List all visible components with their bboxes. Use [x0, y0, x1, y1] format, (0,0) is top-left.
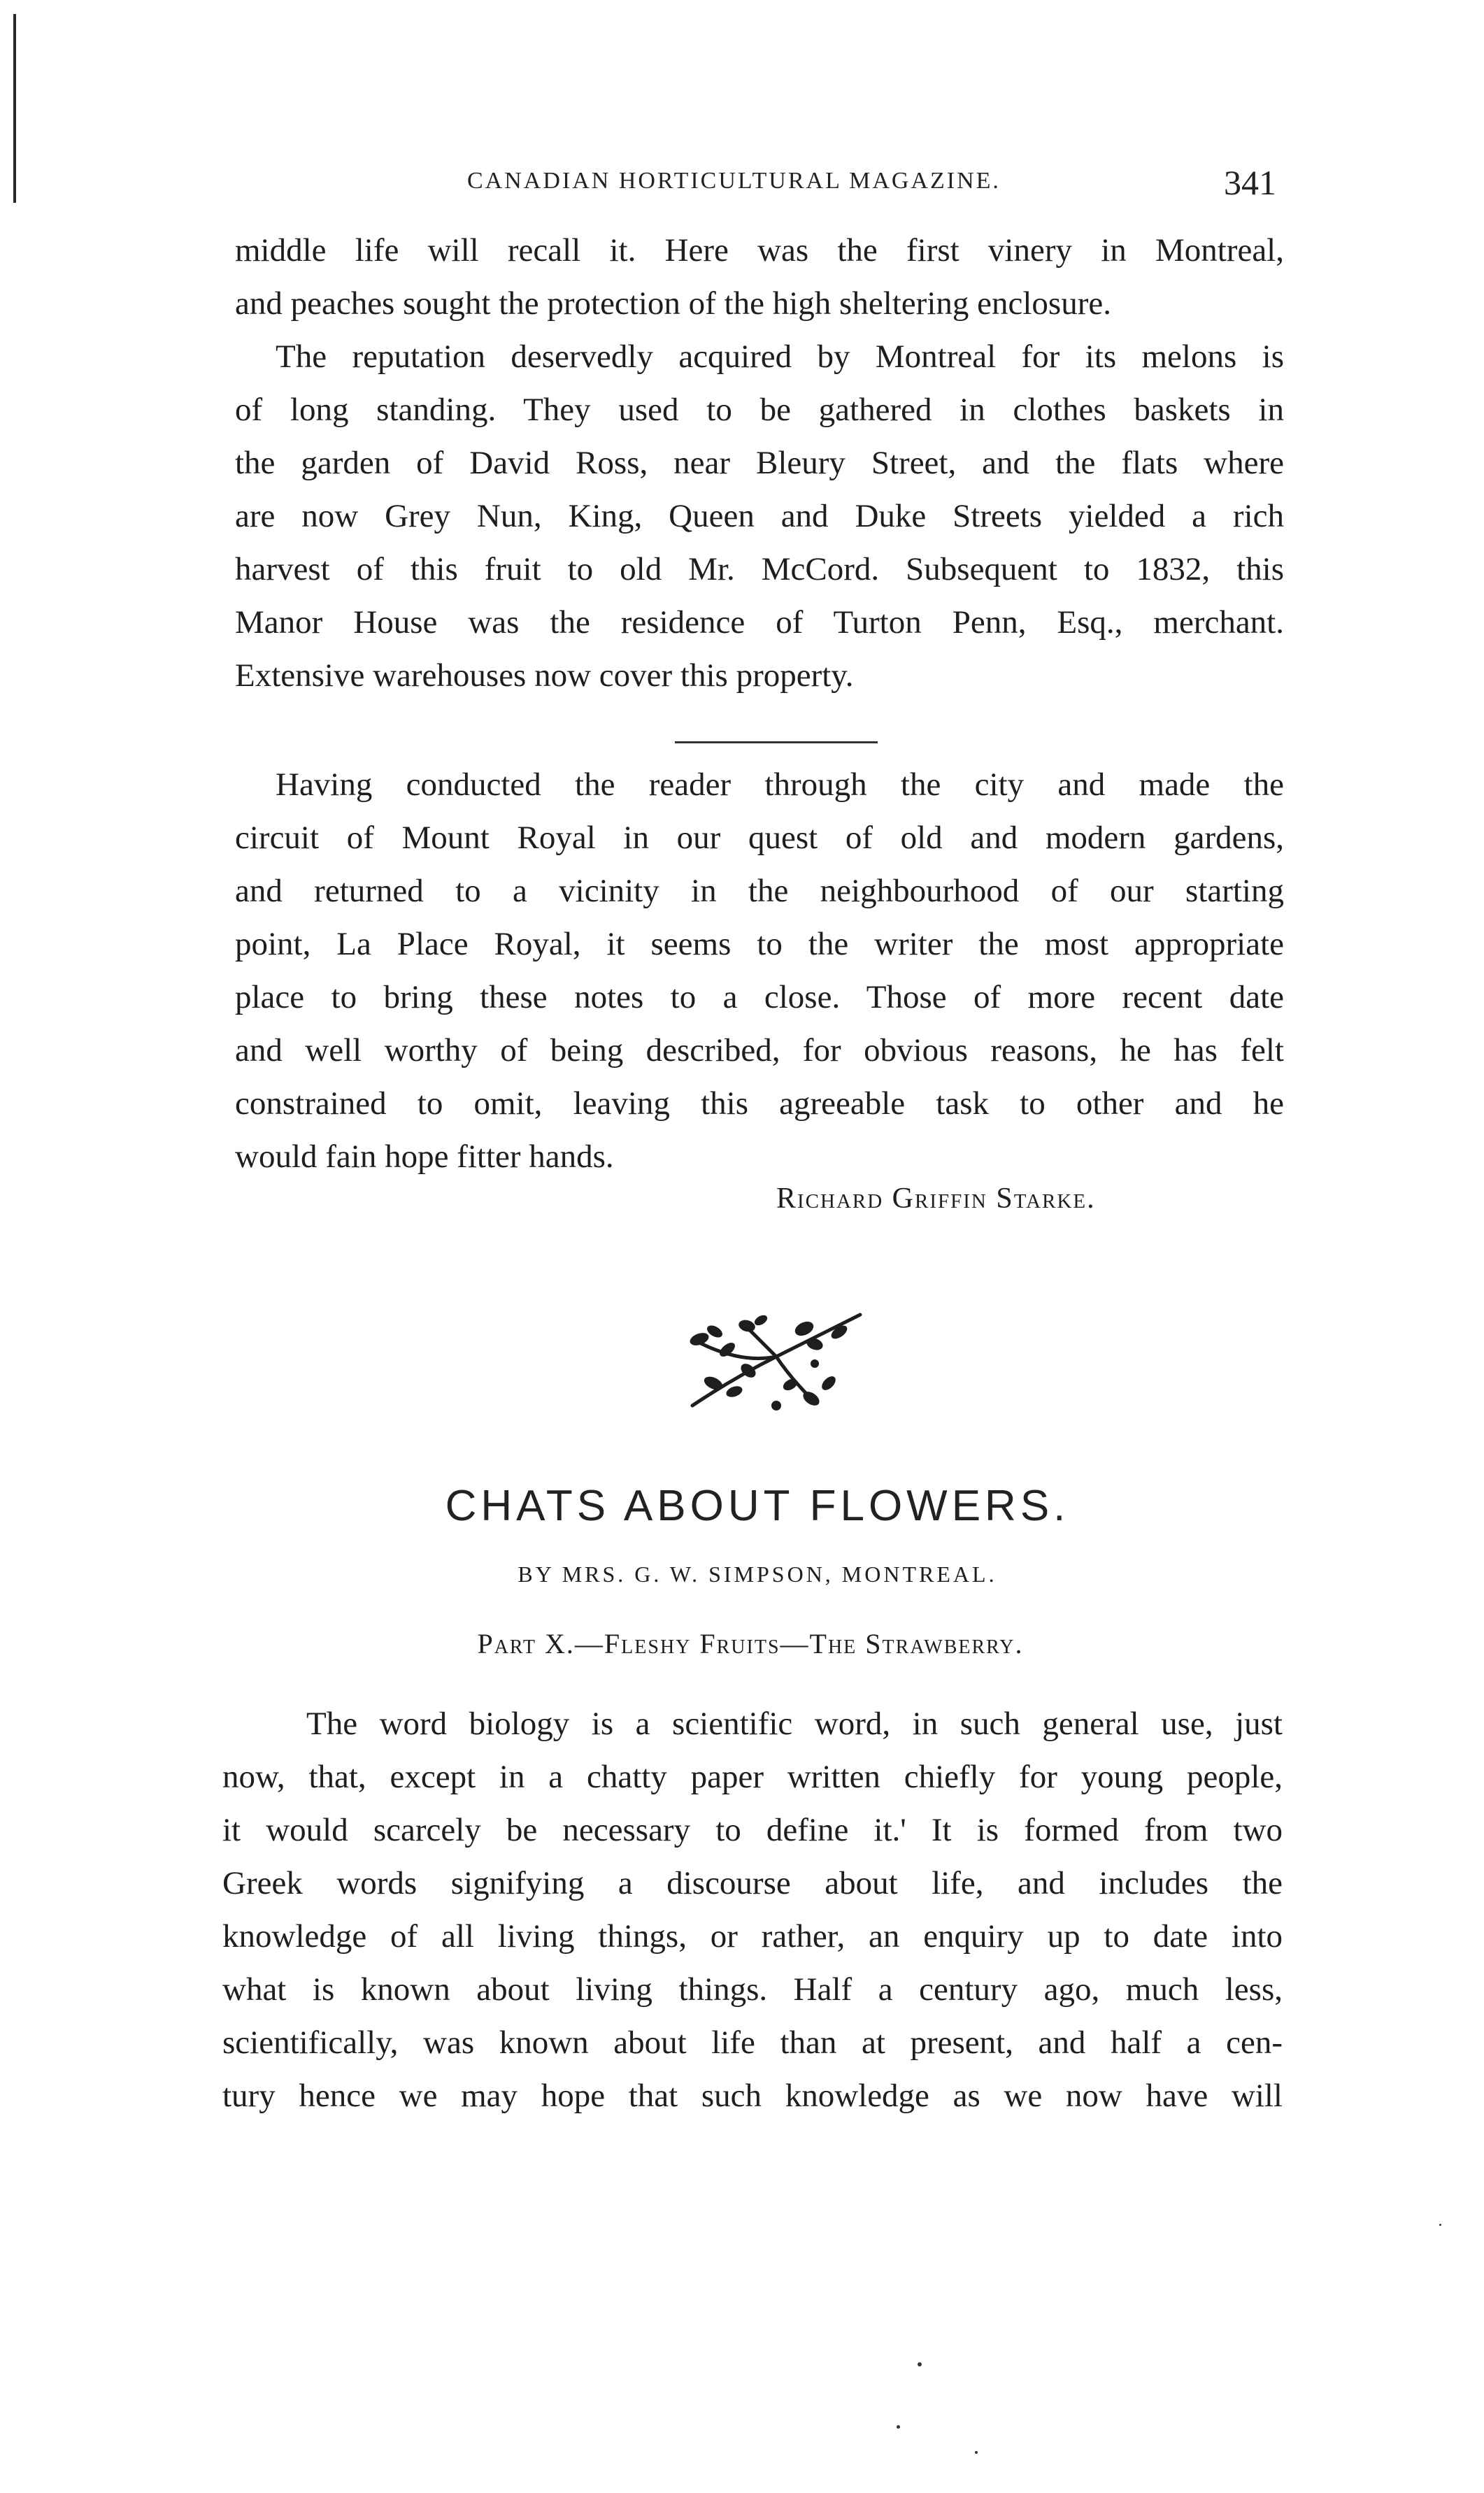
- text-line: it would scarcely be necessary to define it.' It is formed from two: [222, 1812, 1283, 1848]
- text-line: circuit of Mount Royal in our quest of old and modern gardens,: [235, 820, 1284, 856]
- text-line: knowledge of all living things, or rather, an enquiry up to date into: [222, 1918, 1283, 1955]
- scan-speck: [897, 2425, 900, 2429]
- text-line: harvest of this fruit to old Mr. McCord. Subsequent to 1832, this: [235, 551, 1284, 587]
- text-line: tury hence we may hope that such knowledge as we now have will: [222, 2078, 1283, 2114]
- text-line: constrained to omit, leaving this agreeable task to other and he: [235, 1085, 1284, 1122]
- text-line: and returned to a vicinity in the neighbourhood of our starting: [235, 873, 1284, 909]
- scan-speck: [975, 2451, 978, 2454]
- scan-speck: [1439, 2224, 1441, 2226]
- text-line: are now Grey Nun, King, Queen and Duke Streets yielded a rich: [235, 498, 1284, 534]
- text-line: The word biology is a scientific word, in such general use, just: [306, 1706, 1283, 1742]
- article-body: [222, 1697, 1283, 2122]
- text-line: and well worthy of being described, for obvious reasons, he has felt: [235, 1032, 1284, 1069]
- running-title: CANADIAN HORTICULTURAL MAGAZINE.: [467, 168, 1001, 194]
- text-line: and peaches sought the protection of the high sheltering enclosure.: [235, 285, 1111, 322]
- article-title: CHATS ABOUT FLOWERS.: [445, 1482, 1070, 1530]
- text-line: middle life will recall it. Here was the first vinery in Montreal,: [235, 232, 1284, 269]
- text-line: Having conducted the reader through the city and made the: [276, 766, 1284, 803]
- page-number: 341: [1224, 163, 1276, 202]
- text-line: would fain hope fitter hands.: [235, 1138, 614, 1175]
- text-line: what is known about living things. Half a century ago, much less,: [222, 1971, 1283, 2008]
- text-line: now, that, except in a chatty paper written chiefly for young people,: [222, 1759, 1283, 1795]
- text-line: scientifically, was known about life than at present, and half a cen-: [222, 2024, 1283, 2061]
- text-line: place to bring these notes to a close. Those of more recent date: [235, 979, 1284, 1015]
- article-byline: BY MRS. G. W. SIMPSON, MONTREAL.: [518, 1562, 997, 1587]
- scan-speck: [918, 2362, 922, 2366]
- author-signature: Richard Griffin Starke.: [776, 1183, 1096, 1215]
- section-2-paragraph: [235, 758, 1284, 1183]
- text-line: point, La Place Royal, it seems to the writer the most appropriate: [235, 926, 1284, 962]
- floral-ornament-icon: [671, 1301, 874, 1413]
- section-divider: [675, 741, 878, 743]
- part-heading: Part X.—Fleshy Fruits—The Strawberry.: [477, 1628, 1024, 1659]
- text-line: Greek words signifying a discourse about life, and includes the: [222, 1865, 1283, 1901]
- text-line: Extensive warehouses now cover this property.: [235, 657, 854, 694]
- text-line: the garden of David Ross, near Bleury Street, and the flats where: [235, 445, 1284, 481]
- scan-edge-rule: [13, 14, 16, 203]
- section-1-paragraphs: [235, 224, 1284, 702]
- text-line: The reputation deservedly acquired by Montreal for its melons is: [276, 338, 1284, 375]
- text-line: Manor House was the residence of Turton Penn, Esq., merchant.: [235, 604, 1284, 641]
- text-line: of long standing. They used to be gathered in clothes baskets in: [235, 392, 1284, 428]
